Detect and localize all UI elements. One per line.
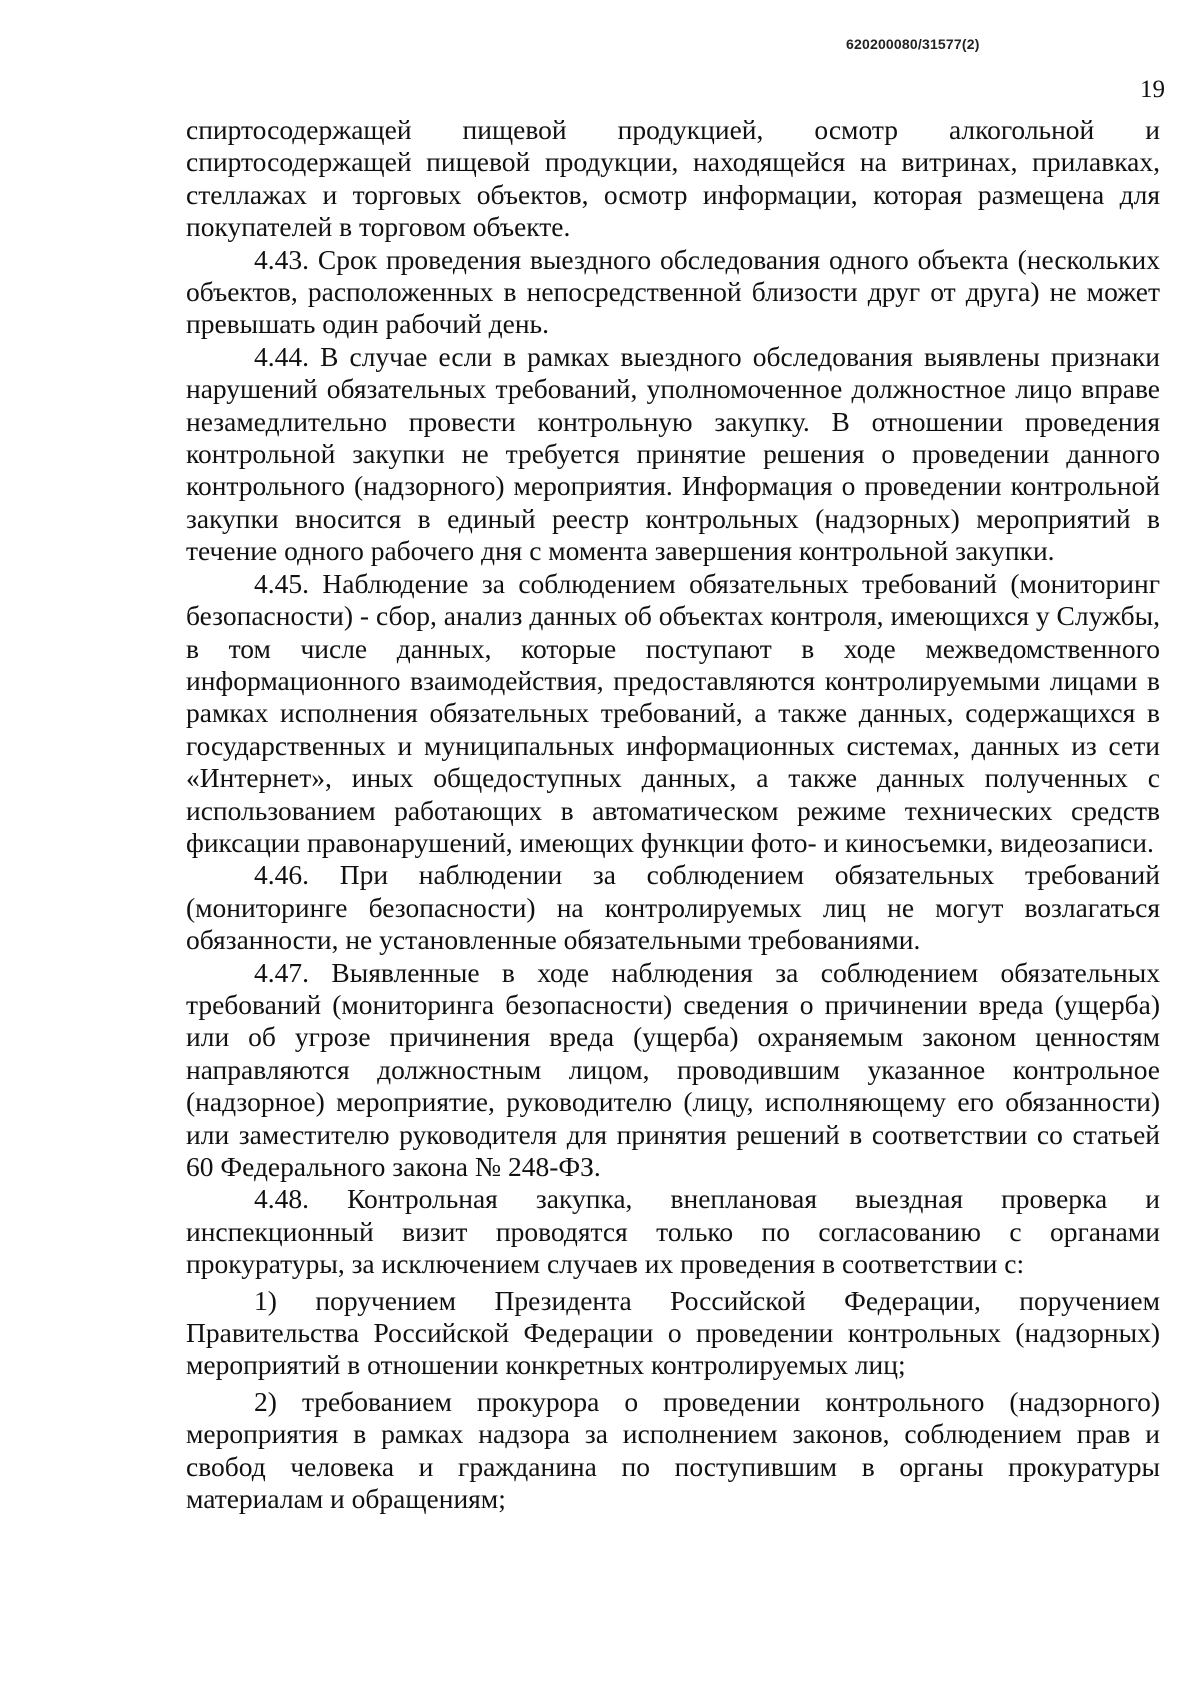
- page-number: 19: [1140, 76, 1165, 103]
- paragraph-4-43: 4.43. Срок проведения выездного обследования одного объекта (нескольких объектов, расположенных в непосредственной близости друг от друга) не может превышать один рабочий день.: [186, 243, 1160, 340]
- list-item-2: 2) требованием прокурора о проведении контрольного (надзорного) мероприятия в рамках надзора за исполнением законов, соблюдением прав и свобод человека и гражданина по поступившим в органы прокуратуры материалам и обращениям;: [186, 1385, 1160, 1515]
- list-item-1: 1) поручением Президента Российской Федерации, поручением Правительства Российской Федерации о проведении контрольных (надзорных) мероприятий в отношении конкретных контролируемых лиц;: [186, 1284, 1160, 1381]
- paragraph-4-47: 4.47. Выявленные в ходе наблюдения за соблюдением обязательных требований (мониторинга безопасности) сведения о причинении вреда (ущерба) или об угрозе причинения вреда (ущерба) охраняемым законом ценностям направляются должностным лицом, проводившим указанное контрольное (надзорное) мероприятие, руководителю (лицу, исполняющему его обязанности) или заместителю руководителя для принятия решений в соответствии со статьей 60 Федерального закона № 248-ФЗ.: [186, 956, 1160, 1182]
- paragraph-4-48: 4.48. Контрольная закупка, внеплановая выездная проверка и инспекционный визит проводятся только по согласованию с органами прокуратуры, за исключением случаев их проведения в соответствии с:: [186, 1183, 1160, 1280]
- document-body: [186, 114, 1160, 1515]
- paragraph-4-46: 4.46. При наблюдении за соблюдением обязательных требований (мониторинге безопасности) на контролируемых лиц не могут возлагаться обязанности, не установленные обязательными требованиями.: [186, 859, 1160, 956]
- paragraph-4-44: 4.44. В случае если в рамках выездного обследования выявлены признаки нарушений обязательных требований, уполномоченное должностное лицо вправе незамедлительно провести контрольную закупку. В отношении проведения контрольной закупки не требуется принятие решения о проведении данного контрольного (надзорного) мероприятия. Информация о проведении контрольной закупки вносится в единый реестр контрольных (надзорных) мероприятий в течение одного рабочего дня с момента завершения контрольной закупки.: [186, 340, 1160, 567]
- paragraph-continuation: спиртосодержащей пищевой продукцией, осмотр алкогольной и спиртосодержащей пищевой продукции, находящейся на витринах, прилавках, стеллажах и торговых объектов, осмотр информации, которая размещена для покупателей в торговом объекте.: [186, 114, 1160, 243]
- document-id: 620200080/31577(2): [846, 36, 980, 52]
- paragraph-4-45: 4.45. Наблюдение за соблюдением обязательных требований (мониторинг безопасности) - сбор, анализ данных об объектах контроля, имеющихся у Службы, в том числе данных, которые поступают в ходе межведомственного информационного взаимодействия, предоставляются контролируемыми лицами в рамках исполнения обязательных требований, а также данных, содержащихся в государственных и муниципальных информационных системах, данных из сети «Интернет», иных общедоступных данных, а также данных полученных с использованием работающих в автоматическом режиме технических средств фиксации правонарушений, имеющих функции фото- и киносъемки, видеозаписи.: [186, 567, 1160, 858]
